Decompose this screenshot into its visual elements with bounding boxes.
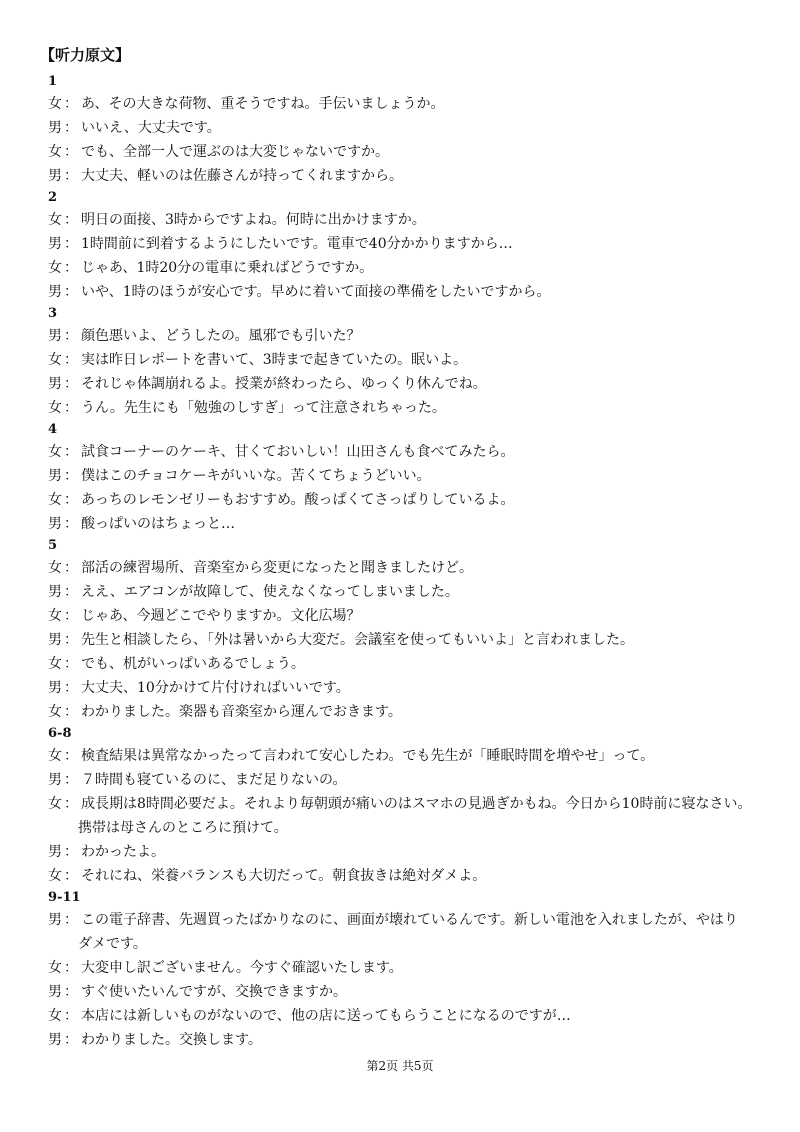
dialogue-line xyxy=(48,744,778,768)
speaker-separator: ： xyxy=(64,608,78,624)
speaker-separator: ： xyxy=(64,468,78,484)
dialogue-line xyxy=(48,676,778,700)
dialogue-text: うん。先生にも「勉強のしすぎ」って注意されちゃった。 xyxy=(81,400,446,416)
dialogue-text: それじゃ体調崩れるよ。授業が終わったら、ゆっくり休んでね。 xyxy=(81,376,487,392)
dialogue-text-continuation: ダメです。 xyxy=(78,936,147,952)
speaker-label: 女 xyxy=(48,260,62,276)
speaker-label: 男 xyxy=(48,1032,62,1048)
dialogue-section xyxy=(48,888,778,1052)
dialogue-line xyxy=(48,280,778,304)
speaker-separator: ： xyxy=(64,352,78,368)
speaker-label: 男 xyxy=(48,912,62,928)
dialogue-line xyxy=(48,208,778,232)
speaker-separator: ： xyxy=(64,236,78,252)
speaker-label: 女 xyxy=(48,96,62,112)
dialogue-line xyxy=(48,1028,778,1052)
speaker-separator: ： xyxy=(64,912,78,928)
dialogue-section xyxy=(48,420,778,536)
dialogue-text: 僕はこのチョコケーキがいいな。苦くてちょうどいい。 xyxy=(81,468,431,484)
speaker-separator: ： xyxy=(64,444,78,460)
transcript-content xyxy=(48,72,778,1052)
speaker-separator: ： xyxy=(64,1032,78,1048)
dialogue-text: わかりました。交換します。 xyxy=(81,1032,262,1048)
speaker-label: 女 xyxy=(48,796,62,812)
speaker-separator: ： xyxy=(64,868,78,884)
speaker-label: 男 xyxy=(48,844,62,860)
dialogue-line xyxy=(48,580,778,604)
dialogue-text: あ、その大きな荷物、重そうですね。手伝いましょうか。 xyxy=(81,96,445,112)
speaker-separator: ： xyxy=(64,656,78,672)
section-number: 5 xyxy=(48,538,58,553)
speaker-separator: ： xyxy=(64,560,78,576)
speaker-separator: ： xyxy=(64,492,78,508)
speaker-separator: ： xyxy=(64,748,78,764)
dialogue-text: 酸っぱいのはちょっと… xyxy=(81,516,235,532)
speaker-separator: ： xyxy=(64,120,78,136)
section-number: 1 xyxy=(48,74,58,89)
section-number: 9-11 xyxy=(48,890,81,905)
dialogue-section xyxy=(48,304,778,420)
dialogue-line xyxy=(48,1004,778,1028)
page-footer: 第2页 共5页 xyxy=(366,1059,434,1073)
dialogue-line xyxy=(48,140,778,164)
dialogue-text: 試食コーナーのケーキ、甘くておいしい！山田さんも食べてみたら。 xyxy=(81,444,515,460)
dialogue-text: あっちのレモンゼリーもおすすめ。酸っぱくてさっぱりしているよ。 xyxy=(81,492,515,508)
speaker-label: 女 xyxy=(48,656,62,672)
speaker-label: 女 xyxy=(48,608,62,624)
speaker-label: 女 xyxy=(48,444,62,460)
speaker-label: 女 xyxy=(48,144,62,160)
document-title: 【听力原文】 xyxy=(40,46,131,64)
speaker-label: 女 xyxy=(48,492,62,508)
speaker-label: 女 xyxy=(48,212,62,228)
speaker-separator: ： xyxy=(64,144,78,160)
speaker-separator: ： xyxy=(64,168,78,184)
speaker-label: 男 xyxy=(48,772,62,788)
dialogue-text: わかりました。楽器も音楽室から運んでおきます。 xyxy=(81,704,402,720)
dialogue-line xyxy=(48,372,778,396)
dialogue-line xyxy=(48,116,778,140)
section-number: 2 xyxy=(48,190,58,205)
dialogue-text: ７時間も寝ているのに、まだ足りないの。 xyxy=(81,772,347,788)
dialogue-line xyxy=(48,864,778,888)
dialogue-text: 大丈夫、10分かけて片付ければいいです。 xyxy=(81,680,350,696)
dialogue-text: じゃあ、1時20分の電車に乗ればどうですか。 xyxy=(81,260,374,276)
speaker-separator: ： xyxy=(64,376,78,392)
section-number: 4 xyxy=(48,422,58,437)
speaker-label: 男 xyxy=(48,328,62,344)
speaker-separator: ： xyxy=(64,984,78,1000)
dialogue-text: いや、1時のほうが安心です。早めに着いて面接の準備をしたいですから。 xyxy=(81,284,551,300)
dialogue-line xyxy=(48,700,778,724)
dialogue-line xyxy=(48,324,778,348)
speaker-label: 女 xyxy=(48,704,62,720)
speaker-label: 男 xyxy=(48,516,62,532)
dialogue-text: でも、机がいっぱいあるでしょう。 xyxy=(81,656,305,672)
dialogue-text: 1時間前に到着するようにしたいです。電車で40分かかりますから… xyxy=(81,236,513,252)
dialogue-text: 本店には新しいものがないので、他の店に送ってもらうことになるのですが… xyxy=(81,1008,571,1024)
dialogue-line xyxy=(48,908,778,932)
dialogue-line xyxy=(48,980,778,1004)
speaker-label: 男 xyxy=(48,284,62,300)
dialogue-text: 明日の面接、3時からですよね。何時に出かけますか。 xyxy=(81,212,426,228)
dialogue-line xyxy=(48,232,778,256)
speaker-separator: ： xyxy=(64,516,78,532)
speaker-separator: ： xyxy=(64,704,78,720)
speaker-label: 女 xyxy=(48,748,62,764)
dialogue-section xyxy=(48,188,778,304)
speaker-separator: ： xyxy=(64,96,78,112)
speaker-label: 男 xyxy=(48,376,62,392)
dialogue-line xyxy=(48,840,778,864)
speaker-separator: ： xyxy=(64,400,78,416)
dialogue-text: 実は昨日レポートを書いて、3時まで起きていたの。眠いよ。 xyxy=(81,352,468,368)
dialogue-text: いいえ、大丈夫です。 xyxy=(81,120,221,136)
dialogue-text: わかったよ。 xyxy=(81,844,165,860)
speaker-separator: ： xyxy=(64,328,78,344)
dialogue-line xyxy=(48,488,778,512)
speaker-label: 男 xyxy=(48,632,62,648)
dialogue-section xyxy=(48,724,778,888)
dialogue-section xyxy=(48,72,778,188)
dialogue-line xyxy=(48,604,778,628)
speaker-separator: ： xyxy=(64,584,78,600)
dialogue-line xyxy=(48,768,778,792)
speaker-separator: ： xyxy=(64,680,78,696)
speaker-label: 女 xyxy=(48,868,62,884)
dialogue-line xyxy=(48,164,778,188)
dialogue-line xyxy=(48,348,778,372)
speaker-label: 男 xyxy=(48,236,62,252)
dialogue-line xyxy=(48,556,778,580)
dialogue-text: 大丈夫、軽いのは佐藤さんが持ってくれますから。 xyxy=(81,168,403,184)
speaker-separator: ： xyxy=(64,1008,78,1024)
speaker-label: 男 xyxy=(48,984,62,1000)
dialogue-line xyxy=(48,440,778,464)
dialogue-text-continuation: 携帯は母さんのところに預けて。 xyxy=(78,820,288,836)
speaker-label: 女 xyxy=(48,400,62,416)
dialogue-text: この電子辞書、先週買ったばかりなのに、画面が壊れているんです。新しい電池を入れましたが、やはり xyxy=(81,912,738,928)
dialogue-section xyxy=(48,536,778,724)
speaker-separator: ： xyxy=(64,772,78,788)
dialogue-text: 部活の練習場所、音楽室から変更になったと聞きましたけど。 xyxy=(81,560,473,576)
dialogue-text: すぐ使いたいんですが、交換できますか。 xyxy=(81,984,347,1000)
dialogue-line xyxy=(48,464,778,488)
dialogue-line xyxy=(48,956,778,980)
speaker-separator: ： xyxy=(64,284,78,300)
speaker-label: 女 xyxy=(48,352,62,368)
dialogue-text: それにね、栄養バランスも大切だって。朝食抜きは絶対ダメよ。 xyxy=(81,868,487,884)
speaker-separator: ： xyxy=(64,260,78,276)
dialogue-line xyxy=(48,92,778,116)
speaker-separator: ： xyxy=(64,844,78,860)
speaker-separator: ： xyxy=(64,960,78,976)
dialogue-line xyxy=(48,256,778,280)
dialogue-text: ええ、エアコンが故障して、使えなくなってしまいました。 xyxy=(81,584,459,600)
section-number: 6-8 xyxy=(48,726,72,741)
dialogue-text: 大変申し訳ございません。今すぐ確認いたします。 xyxy=(81,960,403,976)
speaker-separator: ： xyxy=(64,796,78,812)
speaker-label: 男 xyxy=(48,120,62,136)
dialogue-text: 検査結果は異常なかったって言われて安心したわ。でも先生が「睡眠時間を増やせ」って。 xyxy=(81,748,655,764)
dialogue-line xyxy=(48,792,778,816)
dialogue-text: 顔色悪いよ、どうしたの。風邪でも引いた？ xyxy=(81,328,361,344)
dialogue-line xyxy=(48,396,778,420)
dialogue-text: でも、全部一人で運ぶのは大変じゃないですか。 xyxy=(81,144,389,160)
speaker-label: 女 xyxy=(48,960,62,976)
dialogue-line xyxy=(48,628,778,652)
dialogue-line xyxy=(48,512,778,536)
dialogue-text: 成長期は8時間必要だよ。それより毎朝頭が痛いのはスマホの見過ぎかもね。今日から10時前に寝なさい。 xyxy=(81,796,752,812)
speaker-label: 男 xyxy=(48,584,62,600)
speaker-label: 女 xyxy=(48,1008,62,1024)
speaker-label: 女 xyxy=(48,560,62,576)
speaker-separator: ： xyxy=(64,212,78,228)
dialogue-line xyxy=(48,652,778,676)
dialogue-text: 先生と相談したら、「外は暑いから大変だ。会議室を使ってもいいよ」と言われました。 xyxy=(81,632,634,648)
speaker-label: 男 xyxy=(48,168,62,184)
speaker-separator: ： xyxy=(64,632,78,648)
dialogue-text: じゃあ、今週どこでやりますか。文化広場？ xyxy=(81,608,361,624)
speaker-label: 男 xyxy=(48,468,62,484)
speaker-label: 男 xyxy=(48,680,62,696)
section-number: 3 xyxy=(48,306,58,321)
